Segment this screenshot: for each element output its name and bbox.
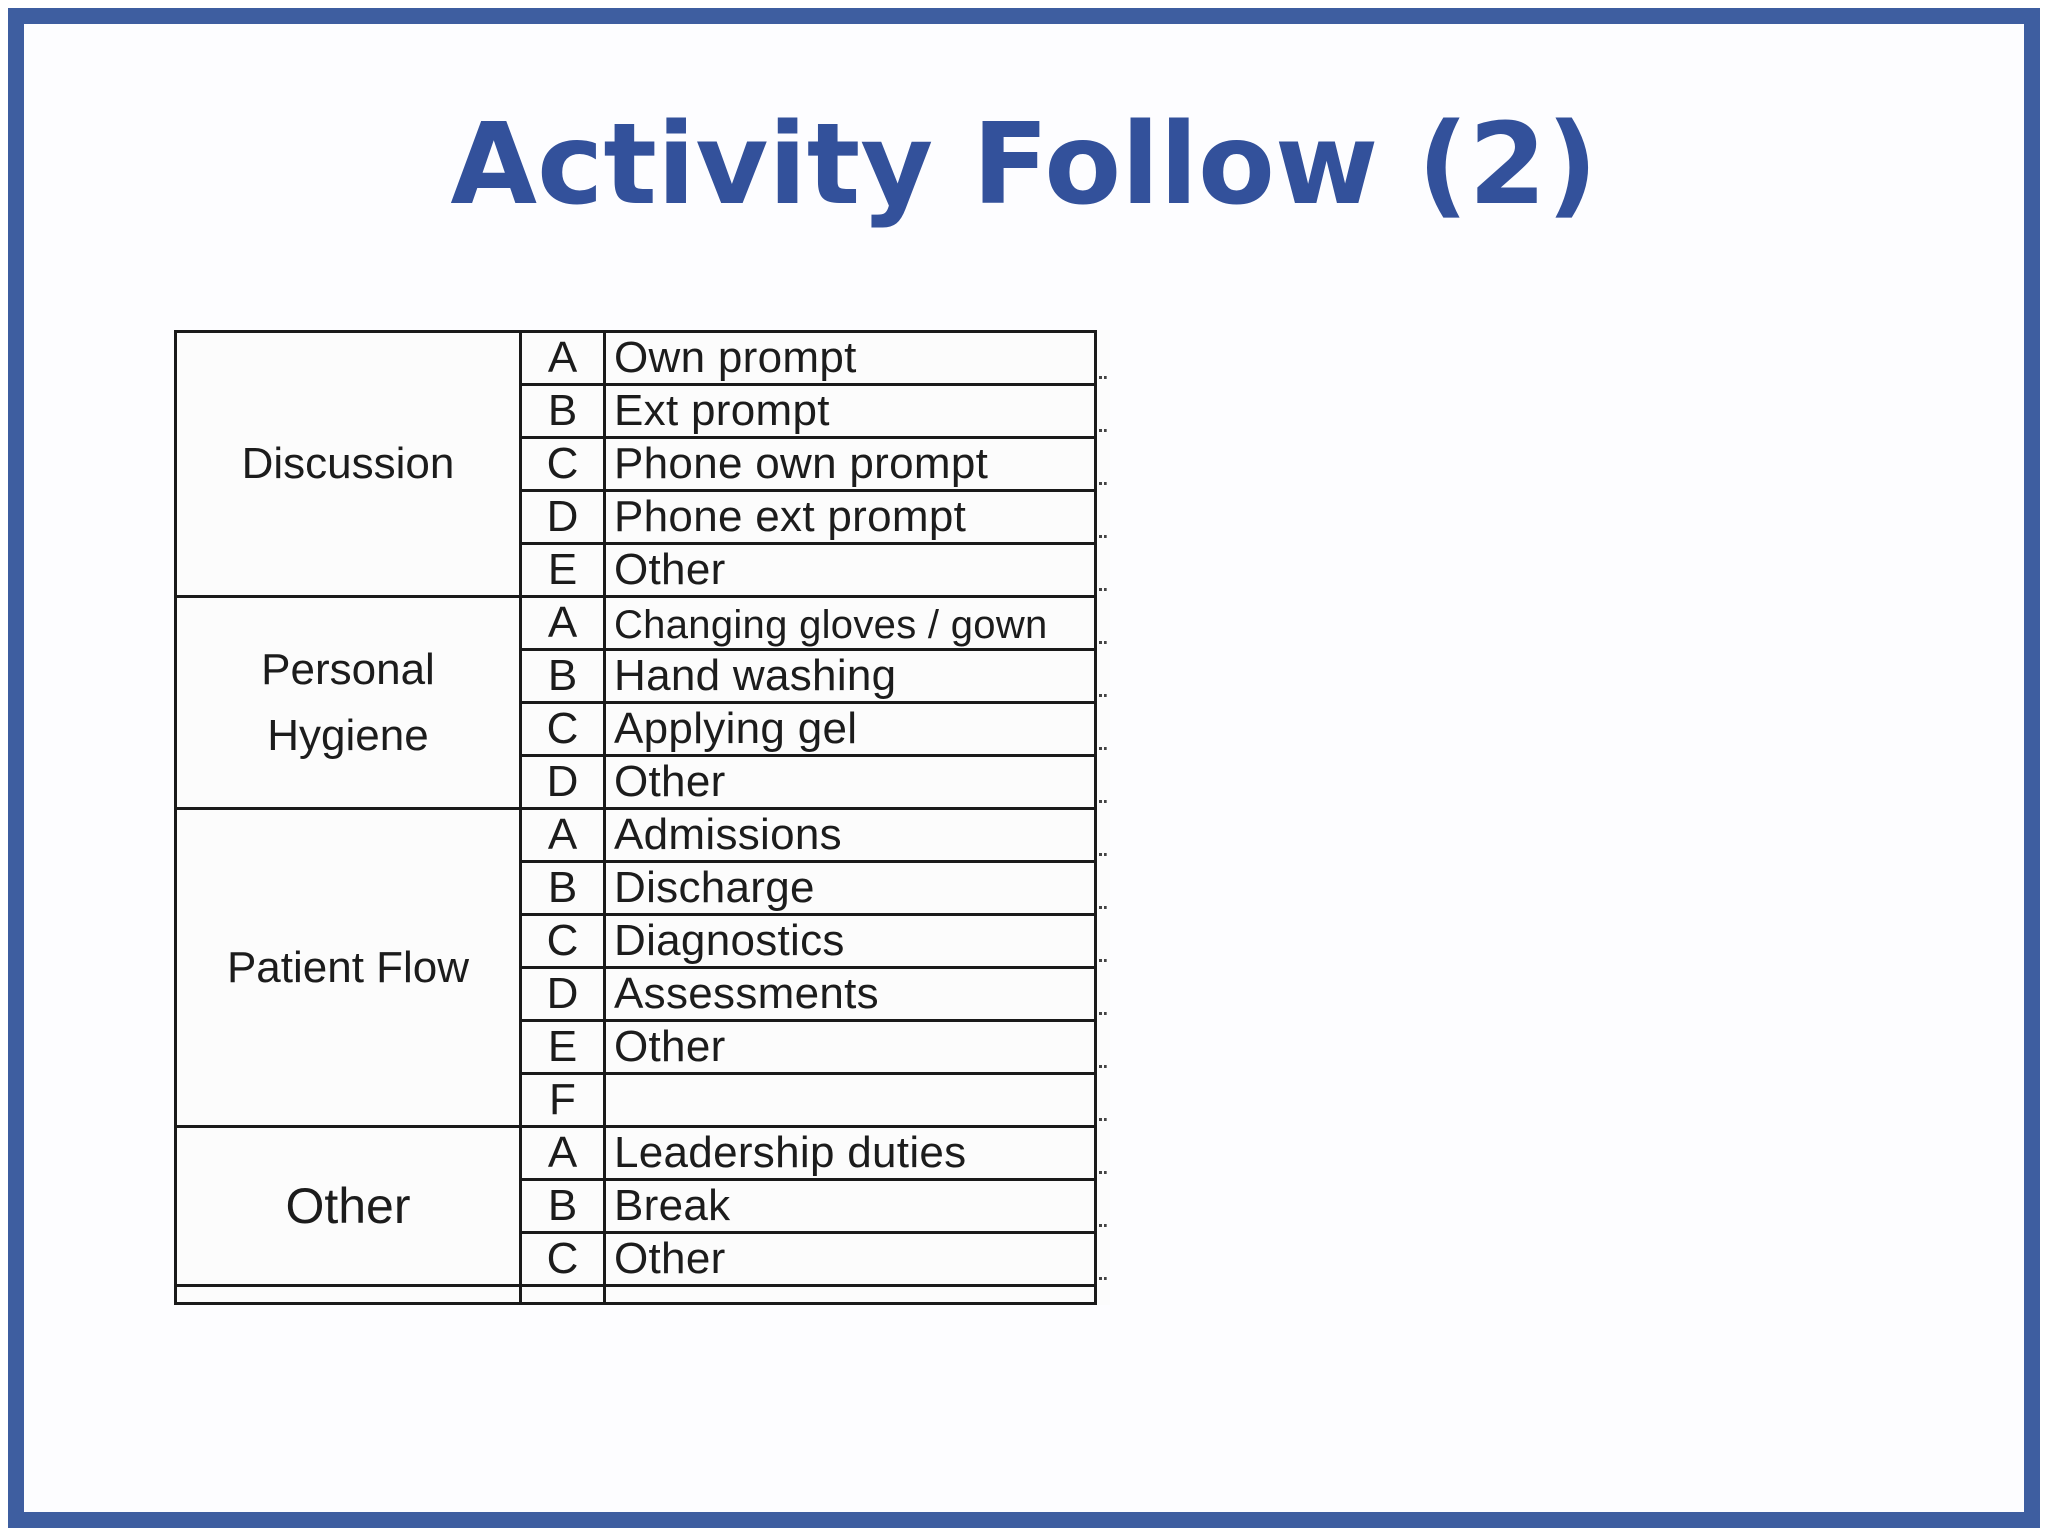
description-cell <box>605 1074 1096 1127</box>
truncated-column <box>1096 703 1110 756</box>
code-cell: C <box>521 703 605 756</box>
category-cell-patient-flow <box>176 809 521 1127</box>
code-cell: B <box>521 1180 605 1233</box>
code-cell: B <box>521 650 605 703</box>
description-cell: Other <box>605 1021 1096 1074</box>
description-cell: Discharge <box>605 862 1096 915</box>
activity-table-body <box>176 332 1110 1304</box>
code-cell: A <box>521 809 605 862</box>
truncated-column <box>1096 862 1110 915</box>
code-cell: C <box>521 438 605 491</box>
truncated-column <box>1096 1286 1110 1304</box>
code-cell: C <box>521 915 605 968</box>
cropped-cell <box>176 1286 521 1304</box>
slide-frame <box>8 8 2040 1528</box>
description-cell: Phone own prompt <box>605 438 1096 491</box>
code-cell: E <box>521 544 605 597</box>
category-label: Patient Flow <box>226 942 470 992</box>
code-cell: B <box>521 385 605 438</box>
truncated-column <box>1096 1127 1110 1180</box>
description-cell: Diagnostics <box>605 915 1096 968</box>
truncated-column <box>1096 385 1110 438</box>
truncated-column <box>1096 968 1110 1021</box>
code-cell: A <box>521 332 605 385</box>
description-cell: Changing gloves / gown <box>605 597 1096 650</box>
truncated-column <box>1096 332 1110 385</box>
description-cell: Admissions <box>605 809 1096 862</box>
description-cell: Other <box>605 544 1096 597</box>
truncated-column <box>1096 1180 1110 1233</box>
cropped-cell <box>605 1286 1096 1304</box>
code-cell: F <box>521 1074 605 1127</box>
description-cell: Hand washing <box>605 650 1096 703</box>
code-cell: D <box>521 756 605 809</box>
truncated-column <box>1096 1233 1110 1286</box>
category-label: Discussion <box>241 439 455 488</box>
category-cell-discussion <box>176 332 521 597</box>
truncated-column <box>1096 650 1110 703</box>
table-row <box>176 597 1110 650</box>
truncated-column <box>1096 809 1110 862</box>
slide-title: Activity Follow (2) <box>450 100 1598 230</box>
category-label-line: Hygiene <box>267 710 429 760</box>
description-cell: Ext prompt <box>605 385 1096 438</box>
description-cell: Other <box>605 756 1096 809</box>
code-cell: D <box>521 491 605 544</box>
table-row <box>176 1127 1110 1180</box>
category-cell-other <box>176 1127 521 1286</box>
activity-table-image <box>174 330 1124 1379</box>
code-cell: E <box>521 1021 605 1074</box>
code-cell: A <box>521 1127 605 1180</box>
truncated-column <box>1096 1074 1110 1127</box>
code-cell: B <box>521 862 605 915</box>
table-row <box>176 809 1110 862</box>
truncated-column <box>1096 491 1110 544</box>
code-cell: A <box>521 597 605 650</box>
description-cell: Break <box>605 1180 1096 1233</box>
cropped-cell <box>521 1286 605 1304</box>
category-label-line: Personal <box>261 644 435 694</box>
description-cell: Leadership duties <box>605 1127 1096 1180</box>
code-cell: C <box>521 1233 605 1286</box>
description-cell: Own prompt <box>605 332 1096 385</box>
description-cell: Phone ext prompt <box>605 491 1096 544</box>
description-cell: Assessments <box>605 968 1096 1021</box>
truncated-column <box>1096 1021 1110 1074</box>
description-cell: Applying gel <box>605 703 1096 756</box>
table-row <box>176 332 1110 385</box>
table-row-cropped <box>176 1286 1110 1304</box>
truncated-column <box>1096 438 1110 491</box>
truncated-column <box>1096 915 1110 968</box>
description-cell: Other <box>605 1233 1096 1286</box>
truncated-column <box>1096 597 1110 650</box>
code-cell: D <box>521 968 605 1021</box>
truncated-column <box>1096 544 1110 597</box>
activity-table <box>174 330 1110 1305</box>
category-label: Other <box>285 1178 411 1234</box>
category-cell-personal-hygiene <box>176 597 521 809</box>
truncated-column <box>1096 756 1110 809</box>
